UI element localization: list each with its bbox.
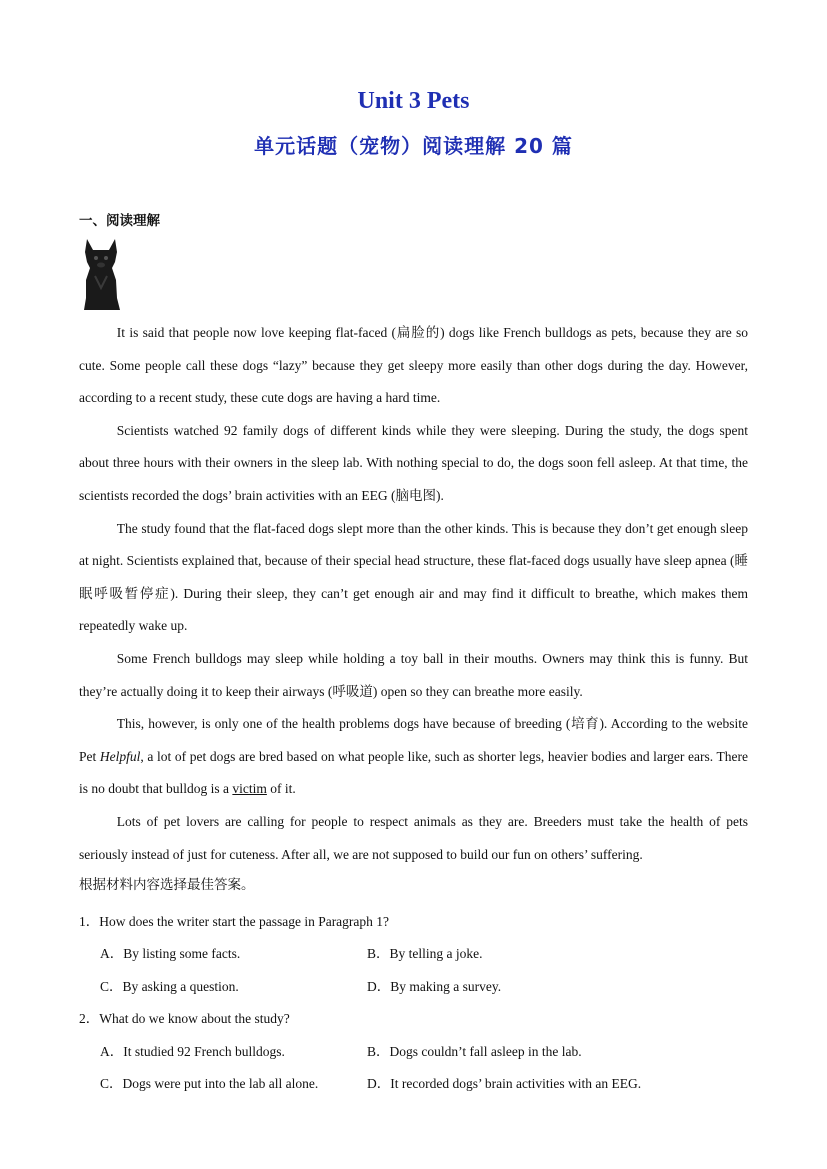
question-2-stem: 2．What do we know about the study? — [79, 1011, 290, 1026]
passage-paragraph-6: Lots of pet lovers are calling for people to respect animals as they are. Breeders must take the health of pets seriously instead of just for cuteness. After all, we are not supposed to build our fun on others’ suffering. — [79, 813, 748, 862]
passage-paragraph-3: The study found that the flat-faced dogs slept more than the other kinds. This is because they don’t get enough sleep at night. Scientists explained that, because of their special head structure, these flat-faced dogs usually have sleep apnea (睡眠呼吸暂停症). During their sleep, they can’t get enough air and may find it difficult to breathe, which makes them repeatedly wake up. — [79, 520, 748, 634]
page-title: Unit 3 Pets — [357, 88, 470, 114]
question-1-option-d[interactable]: D．By making a survey. — [367, 979, 502, 994]
instruction-text: 根据材料内容选择最佳答案。 — [79, 877, 255, 893]
question-1-stem: 1．How does the writer start the passage in Paragraph 1? — [79, 914, 390, 929]
french-bulldog-image — [80, 236, 122, 312]
reading-passage — [79, 317, 748, 871]
passage-paragraph-2: Scientists watched 92 family dogs of different kinds while they were sleeping. During the study, the dogs spent about three hours with their owners in the sleep lab. With nothing special to do, the dogs soon fell asleep. At that time, the scientists recorded the dogs’ brain activities with an EEG (脑电图). — [79, 422, 748, 503]
passage-paragraph-1: It is said that people now love keeping flat-faced (扁脸的) dogs like French bulldogs as pets, because they are so cute. Some people call these dogs “lazy” because they get sleepy more easily than other dogs during the day. However, according to a recent study, these cute dogs are having a hard time. — [79, 325, 748, 406]
passage-paragraph-4: Some French bulldogs may sleep while holding a toy ball in their mouths. Owners may think this is funny. But they’re actually doing it to keep their airways (呼吸道) open so they can breathe more easily. — [79, 650, 748, 699]
question-2-option-c[interactable]: C．Dogs were put into the lab all alone. — [100, 1076, 319, 1091]
page-subtitle: 单元话题（宠物）阅读理解 20 篇 — [254, 134, 573, 158]
passage-paragraph-5-part-a: This, however, is only one of the health problems dogs have because of breeding (培育). According to the website Pet — [79, 716, 748, 764]
website-name: Helpful — [99, 748, 141, 764]
passage-paragraph-5-part-c: of it. — [266, 781, 296, 797]
passage-paragraph-5-part-b: , a lot of pet dogs are bred based on what people like, such as shorter legs, heavier bodies and larger ears. There is no doubt that bulldog is a — [79, 748, 748, 797]
section-heading: 一、阅读理解 — [79, 213, 160, 229]
underlined-word: victim — [232, 781, 267, 797]
question-1-option-b[interactable]: B．By telling a joke. — [367, 946, 483, 961]
passage-paragraph-5 — [79, 708, 748, 806]
question-2-option-d[interactable]: D．It recorded dogs’ brain activities with an EEG. — [367, 1076, 642, 1091]
question-2-option-a[interactable]: A．It studied 92 French bulldogs. — [100, 1044, 285, 1059]
question-1-option-c[interactable]: C．By asking a question. — [100, 979, 239, 994]
question-1-option-a[interactable]: A．By listing some facts. — [100, 946, 241, 961]
question-2-option-b[interactable]: B．Dogs couldn’t fall asleep in the lab. — [367, 1044, 582, 1059]
